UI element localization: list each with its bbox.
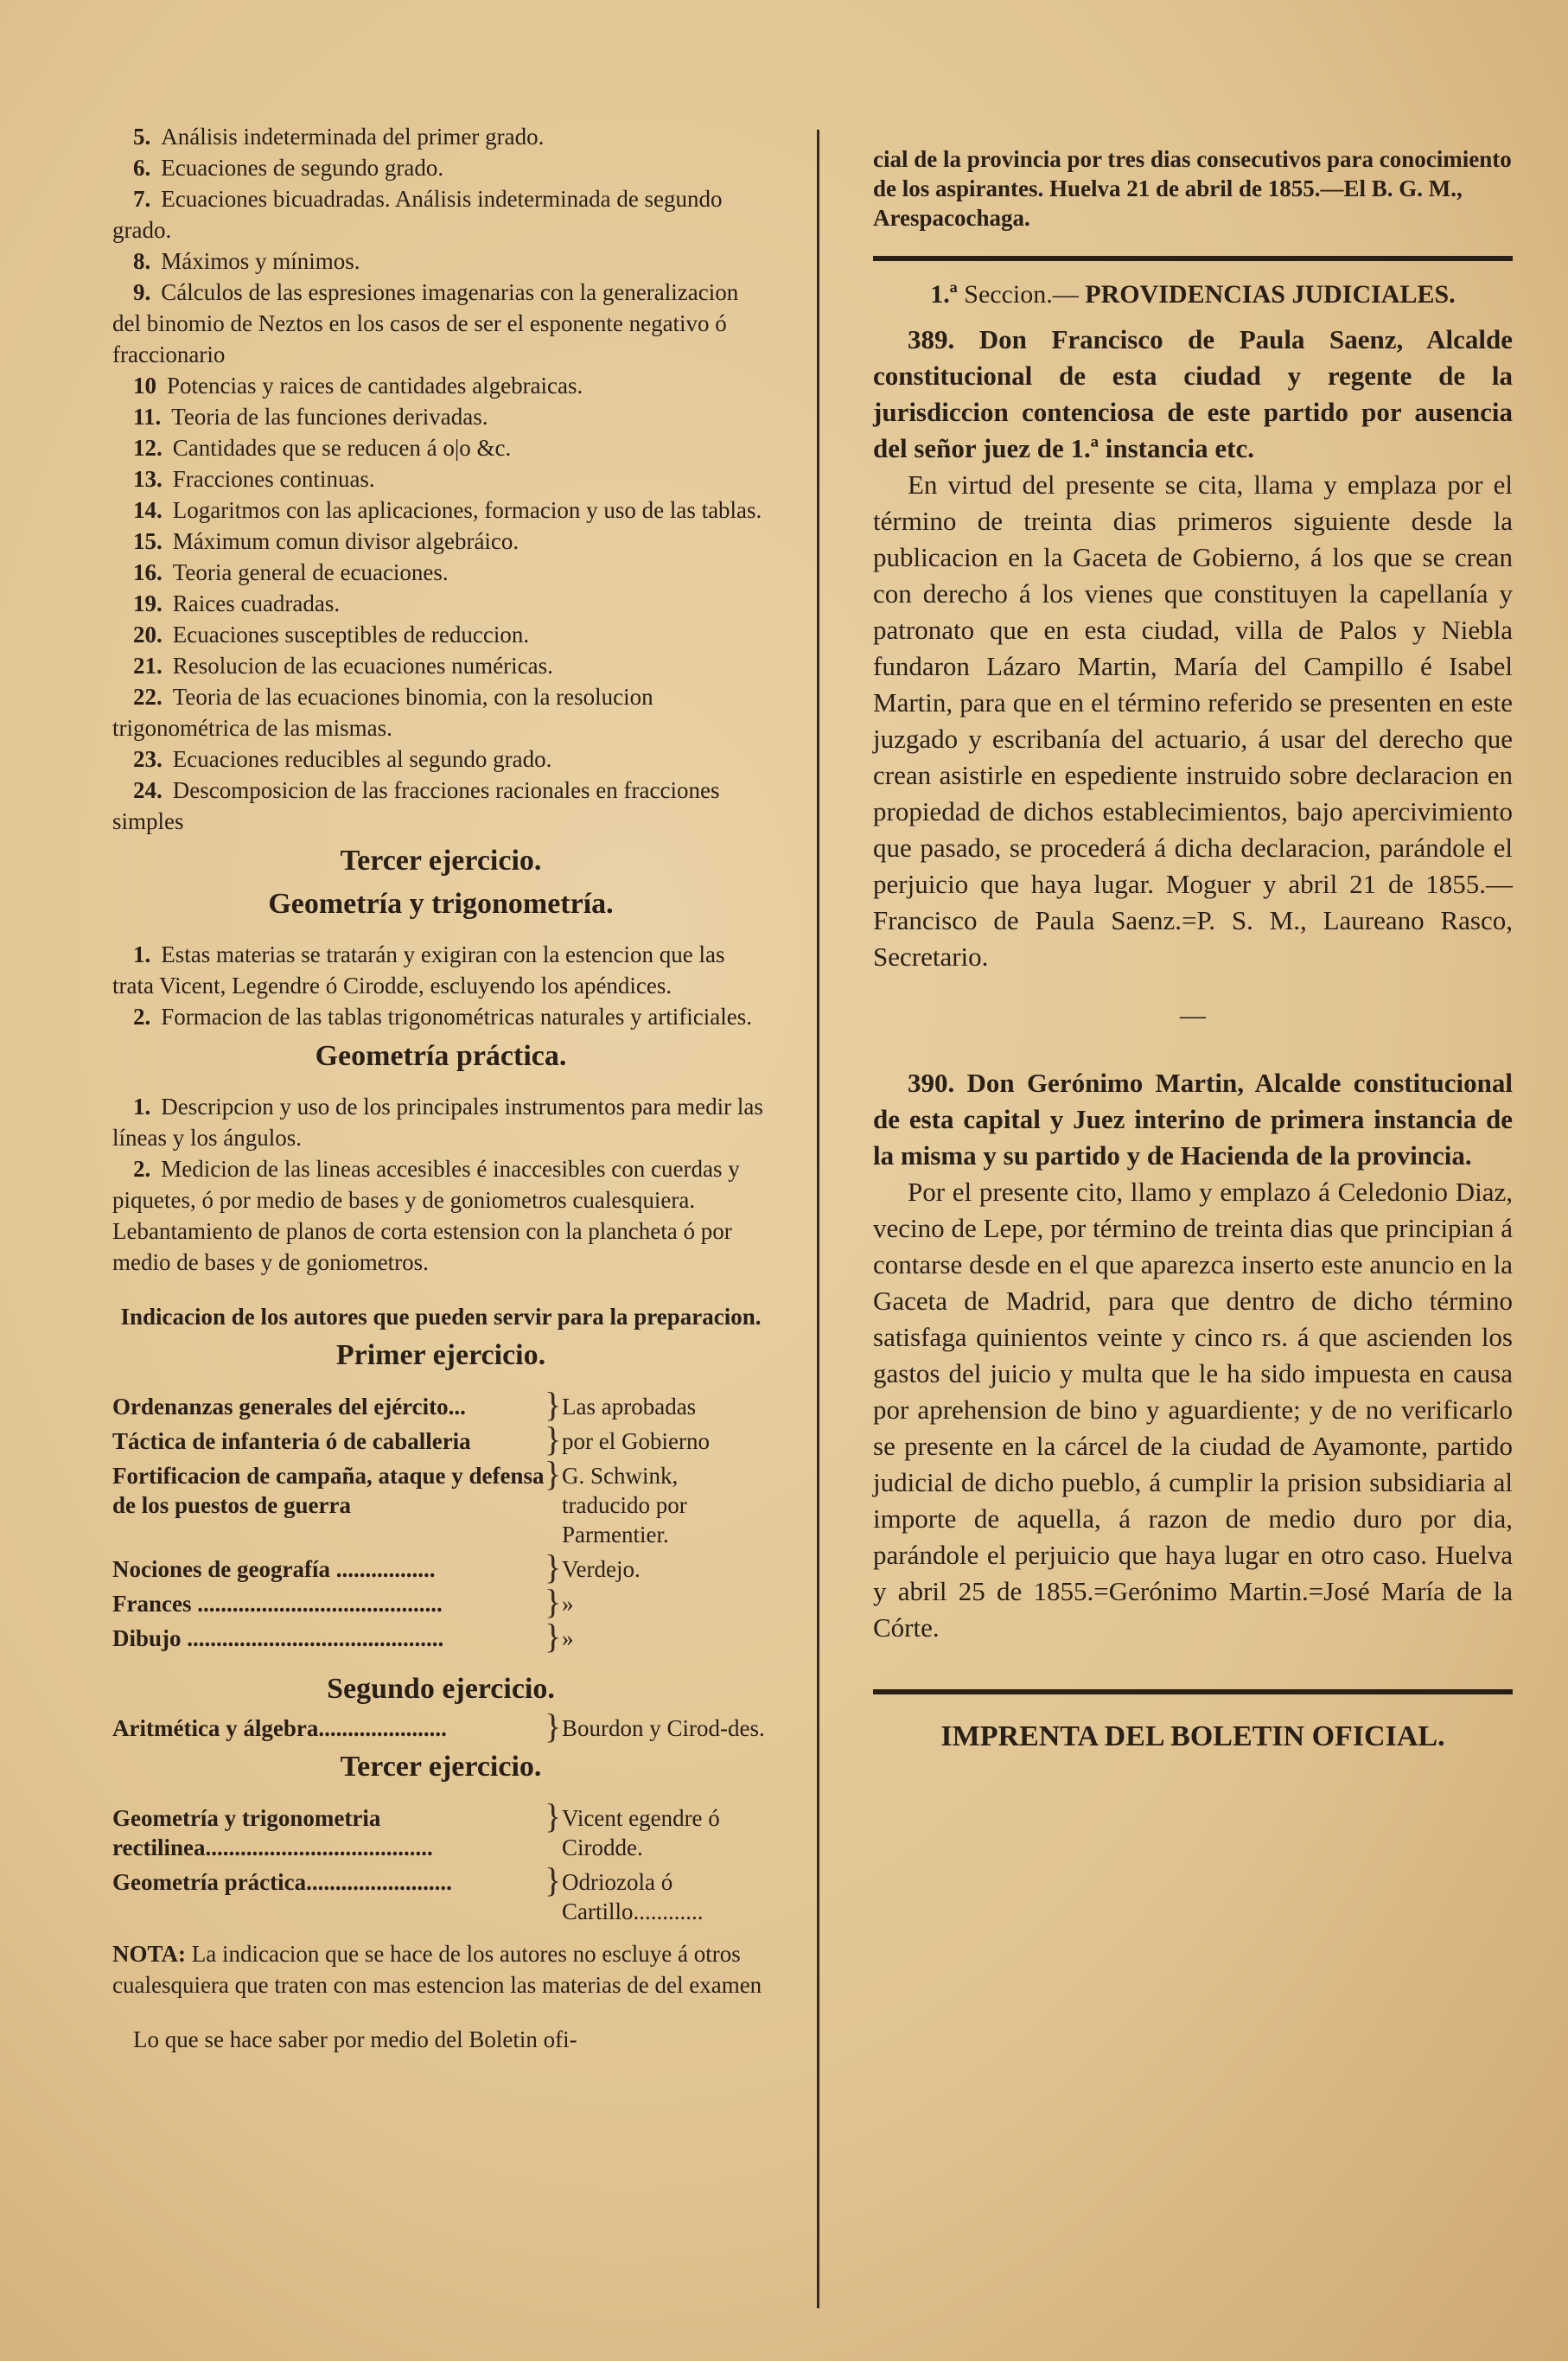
item-text: Cálculos de las espresiones imagenarias con la generalizacion del binomio de Neztos en los casos de ser el esponente negativo ó fraccionario: [112, 279, 739, 367]
author-cell: Verdejo.: [562, 1556, 641, 1582]
brace-glyph: }: [545, 1617, 562, 1656]
geometry-topics-list: [112, 939, 769, 1032]
list-item: [112, 557, 769, 588]
notice-389-number: 389.: [908, 324, 955, 354]
item-number: 15.: [133, 528, 163, 554]
tercer-ejercicio-title-2: Tercer ejercicio.: [340, 1751, 542, 1783]
author-row: [112, 1547, 769, 1586]
list-item: [112, 1153, 769, 1278]
list-item: [112, 743, 769, 775]
footer-rule: [873, 1689, 1513, 1694]
author-row: [112, 1454, 769, 1549]
item-number: 23.: [133, 746, 163, 772]
author-row: [112, 1707, 769, 1745]
author-cell: »: [562, 1625, 574, 1651]
notice-389-head-text: Don Francisco de Paula Saenz, Alcalde constitucional de esta ciudad y regente de la jurisdiccion contenciosa de este partido por ausencia del señor juez de 1.ª instancia etc.: [873, 324, 1513, 463]
tercer-ejercicio-table: [112, 1796, 769, 1926]
item-text: Teoria general de ecuaciones.: [172, 559, 449, 585]
subject-cell: Nociones de geografía .................: [112, 1556, 436, 1582]
item-text: Ecuaciones de segundo grado.: [161, 155, 444, 181]
list-item: [112, 370, 769, 401]
item-text: Formacion de las tablas trigonométricas naturales y artificiales.: [161, 1004, 753, 1030]
author-row: [112, 1420, 769, 1458]
notice-389-body: En virtud del presente se cita, llama y emplaza por el término de treinta dias primeros siguiente desde la publicacion en la Gaceta de Gobierno, á los que se crean con derecho á los vienes que constituyen la capellanía y patronato que en esta ciudad, villa de Palos y Niebla fundaron Lázaro Martin, María del Campillo é Isabel Martin, para que en el término referido se presenten en este juzgado y escribanía del actuario, á usar del derecho que crean asistirle en espediente instruido sobre declaracion en propiedad de dichos establecimientos, bajo apercivimiento que pasado, se procederá á dicha declaracion, parándole el perjuicio que haya lugar. Moguer y abril 21 de 1855.—Francisco de Paula Saenz.=P. S. M., Laureano Rasco, Secretario.: [873, 469, 1513, 972]
item-text: Teoria de las ecuaciones binomia, con la resolucion trigonométrica de las mismas.: [112, 684, 653, 741]
subject-cell: Frances ..........................................: [112, 1591, 443, 1617]
brace-glyph: }: [545, 1547, 562, 1586]
list-item: [112, 775, 769, 837]
item-text: Descomposicion de las fracciones racionales en fracciones simples: [112, 777, 720, 834]
nota-text: La indicacion que se hace de los autores no escluye á otros cualesquiera que traten con mas estencion las materias de del examen: [112, 1941, 762, 1998]
list-item: [112, 495, 769, 526]
subject-cell: Geometría y trigonometria rectilinea.......................................: [112, 1805, 433, 1860]
left-column: [112, 121, 769, 2055]
author-row: [112, 1796, 769, 1862]
list-item: [112, 463, 769, 495]
brace-glyph: }: [545, 1420, 562, 1458]
item-number: 8.: [133, 248, 151, 274]
item-number: 14.: [133, 497, 163, 523]
item-number: 7.: [133, 186, 151, 212]
separator-dash: —: [1180, 1001, 1206, 1030]
section-word: Seccion.—: [964, 280, 1079, 309]
column-divider: [817, 130, 819, 2308]
subject-cell: Fortificacion de campaña, ataque y defensa de los puestos de guerra: [112, 1463, 545, 1518]
list-item: [112, 681, 769, 743]
item-text: Teoria de las funciones derivadas.: [171, 404, 488, 430]
list-item: [112, 619, 769, 650]
list-item: [112, 588, 769, 619]
item-text: Ecuaciones reducibles al segundo grado.: [172, 746, 552, 772]
list-item: [112, 939, 769, 1001]
item-text: Estas materias se tratarán y exigiran con la estencion que las trata Vicent, Legendre ó Cirodde, escluyendo los apéndices.: [112, 941, 725, 999]
item-text: Raices cuadradas.: [172, 590, 341, 616]
item-number: 16.: [133, 559, 163, 585]
subject-cell: Geometría práctica.........................: [112, 1869, 452, 1895]
list-item: [112, 650, 769, 681]
item-text: Ecuaciones bicuadradas. Análisis indeterminada de segundo grado.: [112, 186, 723, 243]
item-text: Logaritmos con las aplicaciones, formacion y uso de las tablas.: [172, 497, 762, 523]
brace-glyph: }: [545, 1707, 562, 1745]
nota-label: NOTA:: [112, 1941, 186, 1967]
item-text: Descripcion y uso de los principales instrumentos para medir las líneas y los ángulos.: [112, 1094, 763, 1151]
list-item: [112, 121, 769, 152]
item-number: 6.: [133, 155, 151, 181]
author-cell: Odriozola ó Cartillo............: [562, 1869, 704, 1924]
author-row: [112, 1582, 769, 1621]
list-item: [112, 432, 769, 463]
item-number: 9.: [133, 279, 151, 305]
list-item: [112, 1091, 769, 1153]
item-text: Cantidades que se reducen á o|o &c.: [172, 435, 512, 461]
list-item: [112, 183, 769, 246]
right-column: [873, 121, 1513, 1753]
subject-cell: Táctica de infanteria ó de caballeria: [112, 1428, 471, 1454]
item-number: 2.: [133, 1156, 151, 1182]
item-text: Máximos y mínimos.: [161, 248, 360, 274]
indicacion-text: Indicacion de los autores que pueden servir para la preparacion.: [120, 1304, 762, 1330]
item-number: 12.: [133, 435, 163, 461]
brace-glyph: }: [545, 1796, 562, 1835]
item-number: 24.: [133, 777, 163, 803]
segundo-ejercicio-table: [112, 1707, 769, 1745]
geometria-trigonometria-title: Geometría y trigonometría.: [268, 888, 614, 920]
author-cell: Vicent egendre ó Cirodde.: [562, 1805, 720, 1860]
notice-390-number: 390.: [908, 1068, 955, 1098]
notice-390-body: Por el presente cito, llamo y emplazo á Celedonio Diaz, vecino de Lepe, por término de treinta dias que principian á contarse desde en el que aparezca inserto este anuncio en la Gaceta de Madrid, para que dentro de dicho término satisfaga quinientos veinte y cinco rs. á que ascienden los gastos del juicio y multa que le ha sido impuesta en causa por aprehension de bino y aguardiente; y de no verificarlo se presente en la cárcel de la ciudad de Ayamonte, partido judicial de dicho pueblo, á cumplir la prision subsidiaria al importe de aquella, á razon de medio duro por dia, parándole el perjuicio que haya lugar en otro caso. Huelva y abril 25 de 1855.=Gerónimo Martin.=José María de la Córte.: [873, 1177, 1513, 1643]
practical-geometry-list: [112, 1091, 769, 1278]
list-item: [112, 277, 769, 370]
author-row: [112, 1860, 769, 1926]
primer-ejercicio-table: [112, 1385, 769, 1656]
brace-glyph: }: [545, 1860, 562, 1899]
item-number: 21.: [133, 653, 163, 679]
segundo-ejercicio-title: Segundo ejercicio.: [327, 1673, 555, 1705]
notice-390-head-text: Don Gerónimo Martin, Alcalde constitucional de esta capital y Juez interino de primera instancia de la misma y su partido y de Hacienda de la provincia.: [873, 1068, 1513, 1171]
geometria-practica-title: Geometría práctica.: [315, 1040, 567, 1072]
author-cell: G. Schwink, traducido por Parmentier.: [562, 1463, 687, 1547]
author-row: [112, 1385, 769, 1424]
item-number: 10: [133, 373, 156, 399]
list-item: [112, 1001, 769, 1032]
final-text: Lo que se hace saber por medio del Boletin ofi-: [133, 2026, 577, 2052]
list-item: [112, 246, 769, 277]
section-title: PROVIDENCIAS JUDICIALES.: [1085, 280, 1456, 309]
brace-glyph: }: [545, 1385, 562, 1424]
item-number: 13.: [133, 466, 163, 492]
item-number: 5.: [133, 124, 151, 150]
item-number: 2.: [133, 1004, 151, 1030]
subject-cell: Aritmética y álgebra......................: [112, 1715, 447, 1741]
brace-glyph: }: [545, 1454, 562, 1493]
author-cell: Las aprobadas: [562, 1394, 697, 1420]
author-cell: Bourdon y Cirod-des.: [562, 1715, 765, 1741]
section-rule-top: [873, 256, 1513, 261]
section-heading: [873, 280, 1513, 309]
item-number: 20.: [133, 622, 163, 648]
author-cell: por el Gobierno: [562, 1428, 710, 1454]
imprenta-footer: IMPRENTA DEL BOLETIN OFICIAL.: [940, 1720, 1445, 1752]
top-continuation-text: cial de la provincia por tres dias consecutivos para conocimiento de los aspirantes. Huelva 21 de abril de 1855.—El B. G. M., Arespacochaga.: [873, 146, 1512, 231]
brace-glyph: }: [545, 1582, 562, 1621]
item-number: 19.: [133, 590, 163, 616]
item-number: 11.: [133, 404, 162, 430]
item-text: Potencias y raices de cantidades algebraicas.: [167, 373, 583, 399]
item-text: Medicion de las lineas accesibles é inaccesibles con cuerdas y piquetes, ó por medio de bases y de goniometros cualesquiera. Lebantamiento de planos de corta estension con la plancheta ó por medio de bases y de goniometros.: [112, 1156, 740, 1275]
item-number: 22.: [133, 684, 163, 710]
author-row: [112, 1617, 769, 1656]
list-item: [112, 152, 769, 183]
primer-ejercicio-title: Primer ejercicio.: [335, 1339, 546, 1371]
nota-paragraph: [112, 1938, 769, 2000]
tercer-ejercicio-title: Tercer ejercicio.: [340, 845, 542, 877]
subject-cell: Ordenanzas generales del ejército...: [112, 1394, 466, 1420]
subject-cell: Dibujo ............................................: [112, 1625, 444, 1651]
notice-390-heading: [873, 1065, 1513, 1174]
notice-389-heading: [873, 322, 1513, 467]
author-cell: »: [562, 1591, 574, 1617]
item-text: Fracciones continuas.: [172, 466, 375, 492]
list-item: [112, 401, 769, 432]
item-text: Análisis indeterminada del primer grado.: [161, 124, 545, 150]
algebra-topics-list: [112, 121, 769, 837]
item-number: 1.: [133, 1094, 151, 1120]
item-text: Máximum comun divisor algebráico.: [172, 528, 519, 554]
item-text: Resolucion de las ecuaciones numéricas.: [172, 653, 553, 679]
item-text: Ecuaciones susceptibles de reduccion.: [172, 622, 530, 648]
list-item: [112, 526, 769, 557]
section-number: 1.ª: [930, 280, 958, 309]
item-number: 1.: [133, 941, 151, 967]
